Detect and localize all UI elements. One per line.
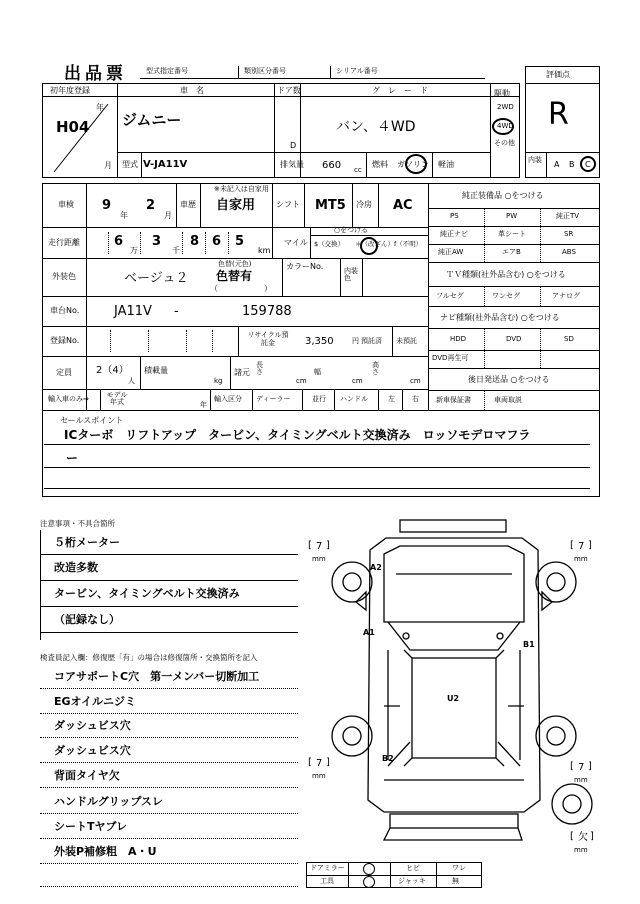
- year-unit: 年: [96, 103, 104, 112]
- chassis-no: 159788: [242, 304, 292, 319]
- equipment-title: 純正装備品 ○をつける: [462, 191, 544, 200]
- tread-fr-mm: mm: [574, 555, 588, 563]
- displacement-value: 660: [322, 160, 342, 171]
- tools-circle: [363, 876, 375, 888]
- recycle-label: リサイクル預託金: [247, 331, 289, 348]
- inspector-line-2: EGオイルニジミ: [54, 695, 136, 708]
- km-unit: km: [258, 246, 271, 255]
- sales-label: セールスポイント: [60, 416, 124, 425]
- insp-year-unit: 年: [120, 211, 128, 220]
- import-label: 輸入車のみ⇒: [48, 395, 89, 403]
- jack-value: 無: [452, 877, 459, 885]
- notes-label: 注意事項・不具合箇所: [40, 519, 115, 528]
- mirror-break: ワレ: [452, 864, 466, 872]
- tread-rr-mm: mm: [574, 776, 588, 784]
- tread-front-right: 7: [578, 541, 585, 552]
- mark-b1: B1: [523, 640, 535, 649]
- kg-unit: kg: [214, 377, 223, 385]
- grade-label: グ レ ー ド: [372, 86, 428, 95]
- tread-rl-mm: mm: [312, 772, 326, 780]
- interior-color-label: 内装色: [344, 267, 358, 282]
- sheet-title: 出品票: [64, 64, 127, 84]
- navi-hdd: HDD: [450, 335, 467, 343]
- mark-a2: A2: [370, 563, 382, 572]
- equip-pw: PW: [506, 212, 518, 220]
- history-note: ※未記入は自家用: [214, 185, 269, 193]
- tv-oneseg: ワンセグ: [492, 292, 520, 300]
- interior-c: C: [585, 160, 591, 169]
- tv-title: ＴＶ種類(社外品含む) ○をつける: [446, 270, 566, 279]
- tread-rear-right: 7: [578, 762, 585, 773]
- equip-airbag: エアB: [502, 248, 521, 256]
- auction-sheet: 出品票 型式指定番号 類別区分番号 シリアル番号 初年度登録 車 名 ドア数 グ レ ー ド 駆動 H04 年 月 ジムニー D バン、４WD 2WD 4WD その他 型式 V-JA11V 排気量 660 cc 燃料 ガソリン 軽油 評価点 R 内装 A B C 車検 9 年 2 月 車歴 ※未記入は自家用 自家用 シフト MT5 冷房 AC 走行距離 6 万 3 千 8 6 5 km マイル ○をつける $（交換） ＊（改ざん） f（不明） 外装色 ベージュ２ 色替(元色) 色替有 （ ） カラーNo. 内装色 車台No. JA11V - 159788 登録No. リサイクル預託金 3,350 円 預託済 未預託 定員 2（4） 人 積載量 kg 諸元 長さ cm 幅 cm 高さ cm 輸入車のみ⇒ モデル年式 年 輸入区分 ディーラー 並行 ハンドル 左 右 純正装備品 ○をつける PS PW 純正TV 純正ナビ 革シート SR 純正AW エアB ABS ＴＶ種類(社外品含む) ○をつける フルセグ ワンセグ アナログ ナビ種類(社外品含む) ○をつける HDD DVD SD DVD再生可 後日発送品 ○をつける 新車保証書 車両取説 セールスポイント ICターボ リフトアップ タービン、タイミングベルト交換済み ロッソモデロマフラ ー 注意事項・不具合箇所 ５桁メーター 改造多数 タービン、タイミングベルト交換済み （記録なし） 検査員記入欄：修復歴「有」の場合は修復箇所・交換箇所を記入 コアサポートC穴 第一メンバー切断加工 EGオイルニジミ ダッシュビス穴 ダッシュビス穴 背面タイヤ欠 ハンドルグリップスレ シートTヤブレ 外装P補修粗 A・U A2 A1 B1 U2 B2 [ 7 ] mm [ 7 ] mm [ 7 ] mm [ 7 ] mm [ 欠 ] mm ドアミラー ヒビ ワレ 工具 ジャッキ 無: [0, 0, 640, 904]
- drive-label: 駆動: [494, 89, 510, 98]
- car-diagram: [300, 510, 612, 858]
- drive-other: その他: [494, 139, 515, 147]
- dims-label: 諸元: [234, 368, 250, 377]
- recycle-value: 3,350: [305, 336, 334, 347]
- mileage-label: 走行距離: [48, 238, 80, 247]
- meter-exchange: $（交換）: [314, 240, 345, 248]
- cc-unit: cc: [354, 166, 362, 174]
- chassis-dash: -: [174, 304, 179, 319]
- handle-left: 左: [388, 395, 395, 403]
- jack-label: ジャッキ: [398, 877, 426, 885]
- tv-fullseg: フルセグ: [436, 292, 464, 300]
- capacity-label: 定員: [56, 368, 72, 377]
- height-label: 高さ: [372, 361, 379, 376]
- height-cm: cm: [410, 377, 421, 385]
- width-label: 幅: [314, 368, 321, 376]
- meter-tampered: ＊（改ざん）: [355, 240, 394, 248]
- after-warranty: 新車保証書: [436, 396, 471, 404]
- mileage-digit-4: 6: [212, 234, 222, 249]
- equip-leather: 革シート: [498, 230, 526, 238]
- serial-label: シリアル番号: [336, 67, 378, 75]
- inspection-year: 9: [102, 198, 112, 213]
- chassis-prefix: JA11V: [114, 304, 152, 319]
- equip-aw: 純正AW: [438, 248, 464, 256]
- history-label: 車歴: [180, 200, 196, 209]
- mileage-digit-5: 5: [235, 234, 245, 249]
- inspection-month: 2: [146, 198, 156, 213]
- mileage-digit-2: 3: [152, 234, 162, 249]
- recycle-unit: 円: [352, 337, 359, 345]
- capacity-value: 2（4）: [96, 365, 129, 376]
- width-cm: cm: [352, 377, 363, 385]
- mirror-label: ドアミラー: [310, 864, 345, 872]
- equip-sr: SR: [564, 230, 574, 238]
- drive-2wd: 2WD: [497, 103, 514, 111]
- month-unit: 月: [104, 161, 112, 170]
- import-cat-label: 輸入区分: [214, 395, 242, 403]
- meter-circle-note: ○をつける: [334, 226, 369, 234]
- after-title: 後日発送品 ○をつける: [468, 375, 550, 384]
- grade-value: バン、４WD: [336, 119, 416, 135]
- inspector-line-1: コアサポートC穴 第一メンバー切断加工: [54, 670, 260, 683]
- mark-b2: B2: [382, 754, 394, 763]
- repaint-label: 色替(元色): [218, 260, 252, 268]
- meter-unknown: f（不明）: [394, 240, 423, 248]
- spare-tire-value: 欠: [578, 832, 588, 843]
- model-value: V-JA11V: [143, 159, 188, 170]
- navi-title: ナビ種類(社外品含む) ○をつける: [440, 313, 560, 322]
- equip-ps: PS: [450, 212, 459, 220]
- after-manual: 車両取説: [494, 396, 522, 404]
- interior-b: B: [569, 160, 575, 169]
- mirror-circle: [363, 863, 375, 875]
- length-cm: cm: [296, 377, 307, 385]
- model-year-label: モデル年式: [106, 391, 128, 406]
- note-4: （記録なし）: [54, 613, 120, 626]
- load-label: 積載量: [144, 366, 168, 375]
- equip-navi: 純正ナビ: [440, 230, 468, 238]
- fuel-label: 燃料: [372, 160, 388, 169]
- mirror-crack: ヒビ: [406, 864, 420, 872]
- sen-unit: 千: [172, 246, 180, 255]
- deposit-not: 未預託: [396, 337, 417, 345]
- ac-value: AC: [393, 198, 413, 213]
- man-unit: 万: [130, 246, 138, 255]
- insp-month-unit: 月: [164, 211, 172, 220]
- shift-label: シフト: [276, 200, 300, 209]
- inspection-label: 車検: [58, 200, 74, 209]
- deposit-done: 預託済: [361, 337, 382, 345]
- color-no-label: カラーNo.: [286, 262, 324, 271]
- interior-c-circle: [580, 156, 596, 172]
- mile-label: マイル: [284, 238, 308, 247]
- first-reg-label: 初年度登録: [50, 86, 90, 95]
- car-name-label: 車 名: [180, 86, 204, 95]
- person-unit: 人: [128, 377, 135, 385]
- interior-label: 内装: [528, 156, 542, 164]
- sales-line-2: ー: [66, 451, 79, 465]
- mileage-digit-1: 6: [114, 234, 124, 249]
- model-label: 型式: [122, 160, 138, 169]
- note-3: タービン、タイミングベルト交換済み: [54, 587, 240, 600]
- car-name-value: ジムニー: [122, 111, 182, 129]
- length-label: 長さ: [256, 361, 263, 376]
- fuel-gasoline-circle: [405, 154, 427, 174]
- dvd-playback: DVD再生可: [432, 354, 469, 362]
- spare-mm: mm: [574, 846, 588, 854]
- inspector-line-3: ダッシュビス穴: [54, 719, 131, 732]
- inspector-line-5: 背面タイヤ欠: [54, 769, 120, 782]
- displacement-label: 排気量: [280, 160, 304, 169]
- navi-dvd: DVD: [506, 335, 522, 343]
- handle-label: ハンドル: [340, 395, 368, 403]
- grade-eval-value: R: [548, 97, 569, 132]
- ac-label: 冷房: [356, 200, 372, 209]
- sales-line-1: ICターボ リフトアップ タービン、タイミングベルト交換済み ロッソモデロマフラ: [64, 428, 531, 442]
- interior-a: A: [554, 160, 560, 169]
- meter-tampered-circle: [360, 237, 378, 255]
- tv-analog: アナログ: [552, 292, 580, 300]
- chassis-label: 車台No.: [50, 306, 80, 315]
- tread-front-left: 7: [316, 541, 323, 552]
- inspector-line-7: シートTヤブレ: [54, 820, 128, 833]
- handle-right: 右: [412, 395, 419, 403]
- note-2: 改造多数: [54, 561, 98, 574]
- drive-4wd-circle: [492, 118, 514, 135]
- regno-label: 登録No.: [50, 336, 80, 345]
- shift-value: MT5: [315, 198, 346, 213]
- equip-tv: 純正TV: [556, 212, 580, 220]
- exterior-label: 外装色: [52, 272, 76, 281]
- inspector-line-6: ハンドルグリップスレ: [54, 795, 163, 808]
- type-cert-label: 型式指定番号: [146, 67, 188, 75]
- import-dealer: ディーラー: [256, 395, 291, 403]
- navi-sd: SD: [564, 335, 574, 343]
- repaint-value: 色替有: [216, 269, 253, 283]
- fuel-gasoline: ガソリン: [397, 160, 429, 169]
- mark-u2: U2: [447, 694, 460, 703]
- fuel-diesel: 軽油: [438, 160, 454, 169]
- exterior-value: ベージュ２: [124, 271, 189, 286]
- equip-abs: ABS: [562, 248, 576, 256]
- tread-rear-left: 7: [316, 758, 323, 769]
- inspector-label: 検査員記入欄：修復歴「有」の場合は修復箇所・交換箇所を記入: [40, 653, 258, 662]
- mileage-digit-3: 8: [190, 234, 200, 249]
- grade-eval-label: 評価点: [546, 70, 570, 79]
- inspector-line-4: ダッシュビス穴: [54, 744, 131, 757]
- mark-a1: A1: [363, 628, 375, 637]
- inspector-line-8: 外装P補修粗 A・U: [54, 845, 157, 858]
- drive-4wd: 4WD: [497, 122, 514, 130]
- history-value: 自家用: [216, 198, 256, 213]
- tools-label: 工具: [320, 877, 334, 885]
- doors-value: D: [290, 141, 297, 150]
- import-parallel: 並行: [312, 395, 326, 403]
- first-reg-value: H04: [56, 118, 90, 136]
- tread-fl-mm: mm: [312, 555, 326, 563]
- category-label: 類別区分番号: [244, 67, 286, 75]
- note-1: ５桁メーター: [54, 536, 120, 549]
- doors-label: ドア数: [277, 86, 301, 95]
